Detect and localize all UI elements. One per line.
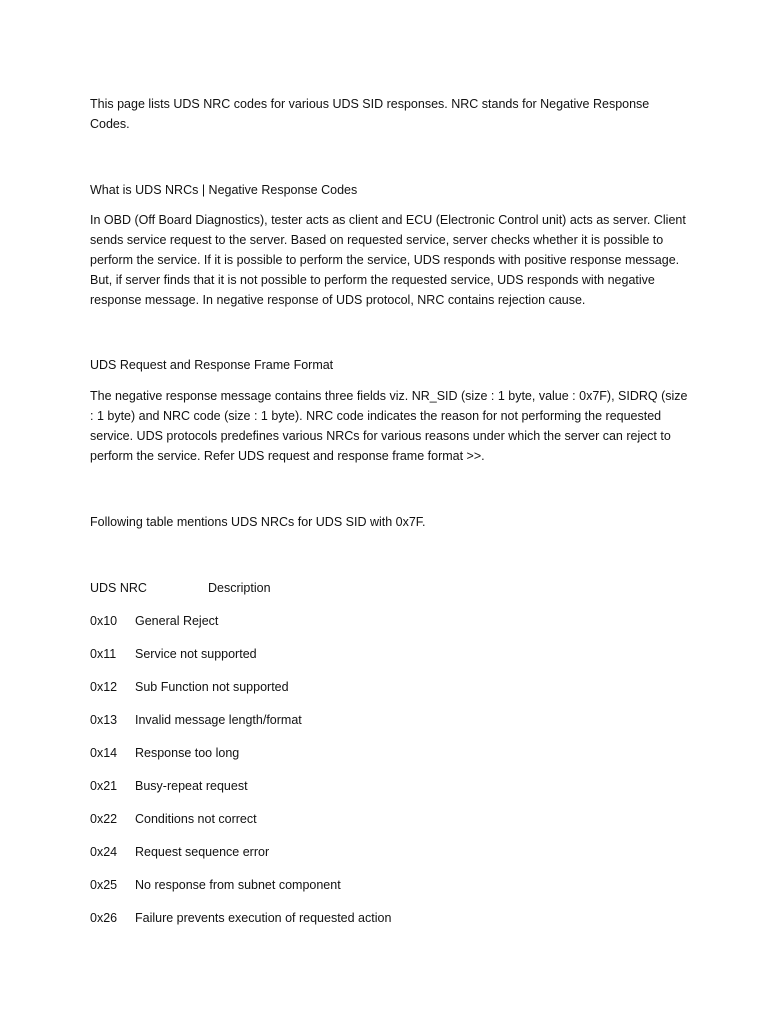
document-page — [90, 94, 690, 941]
nrc-description: No response from subnet component — [135, 878, 341, 892]
nrc-code: 0x13 — [90, 713, 118, 727]
nrc-code: 0x12 — [90, 680, 118, 694]
nrc-code: 0x10 — [90, 614, 118, 628]
nrc-description: Response too long — [135, 746, 240, 760]
header-description: Description — [208, 581, 271, 595]
table-row — [90, 908, 490, 928]
table-row — [90, 743, 490, 763]
nrc-code: 0x26 — [90, 911, 118, 925]
table-row — [90, 809, 490, 829]
nrc-table — [90, 578, 490, 928]
section-body-nrc: In OBD (Off Board Diagnostics), tester acts as client and ECU (Electronic Control unit) acts as server. Client sends service request to the server. Based on requested service, server checks whether it is possible to perform the service. If it is possible to perform the service, UDS responds with positive response message. But, if server finds that it is not possible to perform the requested service, UDS responds with negative response message. In negative response of UDS protocol, NRC contains rejection cause. — [90, 213, 686, 307]
nrc-description: Invalid message length/format — [135, 713, 302, 727]
nrc-description: Busy-repeat request — [135, 779, 248, 793]
section-heading-frame-format: UDS Request and Response Frame Format — [90, 358, 334, 372]
nrc-description: Failure prevents execution of requested action — [135, 911, 392, 925]
table-row — [90, 710, 490, 730]
nrc-code: 0x21 — [90, 779, 118, 793]
nrc-code: 0x22 — [90, 812, 118, 826]
nrc-code: 0x24 — [90, 845, 118, 859]
nrc-description: Request sequence error — [135, 845, 270, 859]
intro-paragraph: This page lists UDS NRC codes for various UDS SID responses. NRC stands for Negative Response Codes. — [90, 97, 650, 131]
table-intro: Following table mentions UDS NRCs for UDS SID with 0x7F. — [90, 515, 426, 529]
table-body — [90, 611, 490, 928]
table-row — [90, 776, 490, 796]
table-row — [90, 875, 490, 895]
nrc-code: 0x25 — [90, 878, 118, 892]
section-heading-nrc: What is UDS NRCs | Negative Response Codes — [90, 183, 358, 197]
section-body-frame-format: The negative response message contains three fields viz. NR_SID (size : 1 byte, value : 0x7F), SIDRQ (size : 1 byte) and NRC code (size : 1 byte). NRC code indicates the reason for not performing the requested service. UDS protocols predefines various NRCs for various reasons under which the server can reject to perform the service. Refer UDS request and response frame format >>. — [90, 389, 688, 463]
header-code: UDS NRC — [90, 581, 147, 595]
nrc-description: Sub Function not supported — [135, 680, 289, 694]
nrc-description: General Reject — [135, 614, 219, 628]
table-row — [90, 842, 490, 862]
table-row — [90, 677, 490, 697]
nrc-code: 0x11 — [90, 647, 117, 661]
nrc-description: Service not supported — [135, 647, 257, 661]
nrc-description: Conditions not correct — [135, 812, 257, 826]
table-header — [90, 578, 490, 598]
nrc-code: 0x14 — [90, 746, 118, 760]
table-row — [90, 611, 490, 631]
table-row — [90, 644, 490, 664]
